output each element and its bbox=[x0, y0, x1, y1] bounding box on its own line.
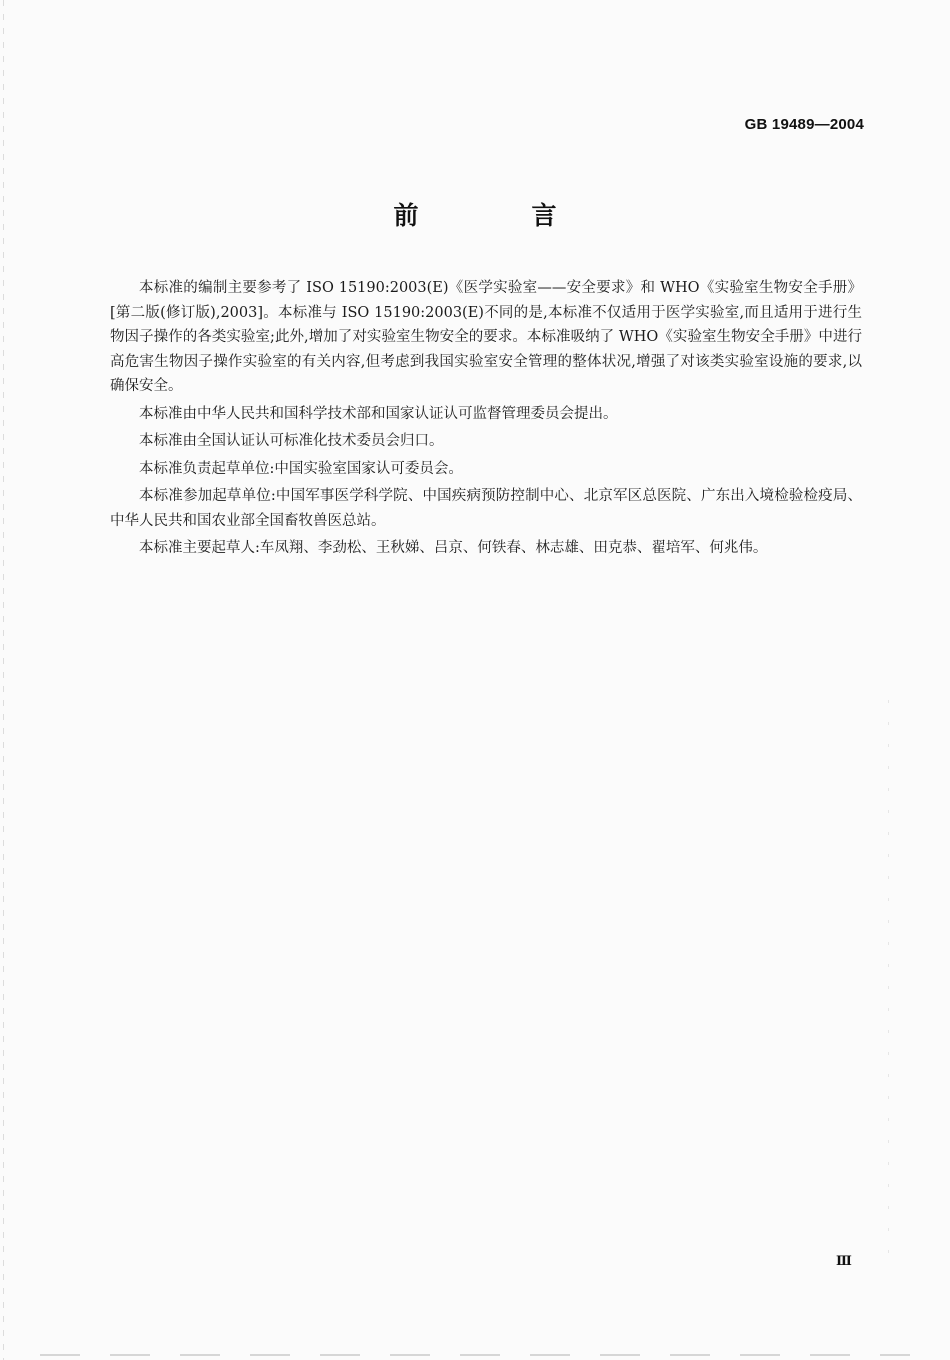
paragraph-drafters: 本标准主要起草人:车凤翔、李劲松、王秋娣、吕京、何铁春、林志雄、田克恭、翟培军、何兆伟。 bbox=[139, 540, 768, 556]
page-number: Ⅲ bbox=[836, 1254, 852, 1269]
paragraph-centralized: 本标准由全国认证认可标准化技术委员会归口。 bbox=[139, 433, 444, 449]
page-title: 前 言 bbox=[393, 201, 601, 230]
foreword-body bbox=[110, 276, 862, 564]
paragraph-proposer: 本标准由中华人民共和国科学技术部和国家认证认可监督管理委员会提出。 bbox=[139, 405, 618, 422]
paragraph-reference: 本标准的编制主要参考了 ISO 15190:2003(E)《医学实验室——安全要求》和 WHO《实验室生物安全手册》[第二版(修订版),2003]。本标准与 ISO 15190:2003(E)不同的是,本标准不仅适用于医学实验室,而且适用于进行生物因子操作的各类实验室;此外,增加了对实验室生物安全的要求。本标准吸纳了 WHO《实验室生物安全手册》中进行高危害生物因子操作实验室的有关内容,但考虑到我国实验室安全管理的整体状况,增强了对该类实验室设施的要求,以确保安全。 bbox=[110, 280, 862, 394]
paragraph-participating-units: 本标准参加起草单位:中国军事医学科学院、中国疾病预防控制中心、北京军区总医院、广东出入境检验检疫局、中华人民共和国农业部全国畜牧兽医总站。 bbox=[110, 488, 862, 529]
scan-bottom-artifact bbox=[40, 1354, 910, 1356]
standard-code: GB 19489—2004 bbox=[744, 116, 864, 133]
paragraph-drafting-unit: 本标准负责起草单位:中国实验室国家认可委员会。 bbox=[139, 460, 463, 477]
scan-dust-artifact bbox=[888, 700, 889, 1260]
